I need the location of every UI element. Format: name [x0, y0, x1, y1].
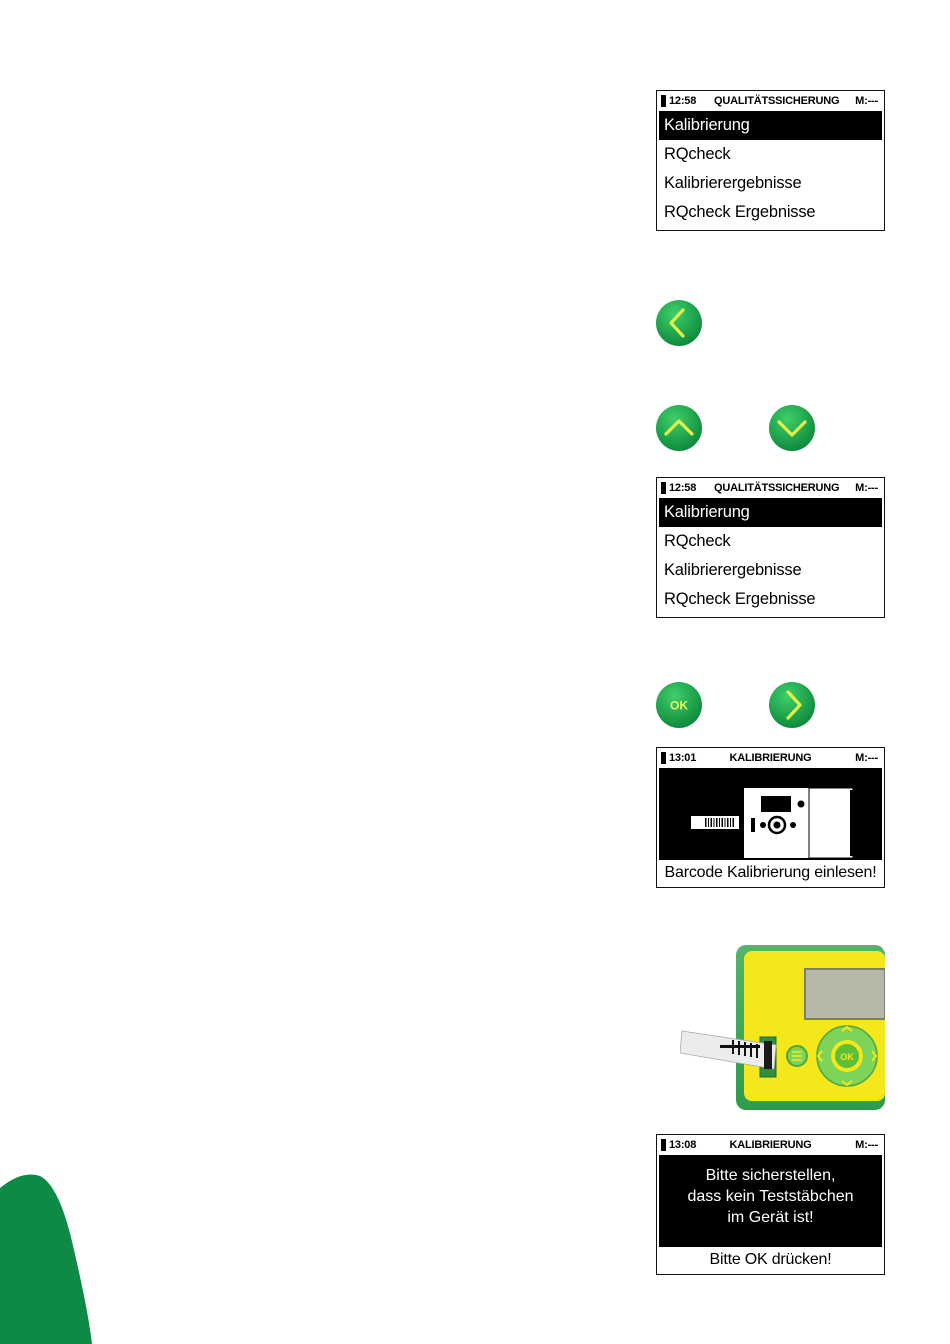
device-screen-calibration-barcode [656, 747, 885, 888]
memory-indicator: M:--- [855, 1139, 878, 1151]
battery-icon [661, 95, 666, 107]
device-screen-quality-menu-2 [656, 477, 885, 618]
message-line-3: im Gerät ist! [727, 1209, 814, 1226]
ok-button[interactable] [655, 681, 703, 729]
status-bar [657, 748, 884, 768]
menu-item-kalibrierergebnisse[interactable]: Kalibrierergebnisse [664, 174, 802, 192]
battery-icon [661, 482, 666, 494]
screen-title: QUALITÄTSSICHERUNG [714, 482, 840, 494]
up-button[interactable] [655, 404, 703, 452]
menu-item-rqcheck[interactable]: RQcheck [664, 532, 731, 550]
status-time: 12:58 [669, 95, 697, 107]
screen-title: QUALITÄTSSICHERUNG [714, 95, 840, 107]
quality-menu [657, 498, 884, 614]
screen-title: KALIBRIERUNG [729, 752, 812, 764]
status-bar [657, 1135, 884, 1155]
status-bar [657, 478, 884, 498]
message-line-2: dass kein Teststäbchen [687, 1188, 854, 1205]
corner-decoration [0, 1170, 100, 1344]
message-panel [659, 1155, 882, 1247]
device-screen-quality-menu [656, 90, 885, 231]
svg-text:OK: OK [840, 1052, 854, 1062]
device-strip-insertion-illustration [680, 945, 885, 1110]
menu-item-rqcheck[interactable]: RQcheck [664, 145, 731, 163]
menu-item-kalibrierung[interactable]: Kalibrierung [659, 498, 882, 527]
menu-item-rqcheck-ergebnisse[interactable]: RQcheck Ergebnisse [664, 590, 816, 608]
warning-message [659, 1155, 882, 1228]
status-time: 12:58 [669, 482, 697, 494]
memory-indicator: M:--- [855, 482, 878, 494]
menu-item-kalibrierergebnisse[interactable]: Kalibrierergebnisse [664, 561, 802, 579]
down-button[interactable] [768, 404, 816, 452]
menu-item-rqcheck-ergebnisse[interactable]: RQcheck Ergebnisse [664, 203, 816, 221]
menu-item-kalibrierung[interactable]: Kalibrierung [659, 111, 882, 140]
device-barcode-illustration [659, 768, 884, 860]
memory-indicator: M:--- [855, 95, 878, 107]
message-line-1: Bitte sicherstellen, [705, 1167, 836, 1184]
screen-title: KALIBRIERUNG [729, 1139, 812, 1151]
device-screen-calibration-check [656, 1134, 885, 1275]
screen-footer: Barcode Kalibrierung einlesen! [664, 864, 877, 881]
status-time: 13:08 [669, 1139, 697, 1151]
quality-menu [657, 111, 884, 227]
memory-indicator: M:--- [855, 752, 878, 764]
status-bar [657, 91, 884, 111]
forward-button[interactable] [768, 681, 816, 729]
screen-footer: Bitte OK drücken! [709, 1251, 832, 1268]
barcode-illustration-panel [659, 768, 882, 860]
ok-label: OK [670, 698, 688, 713]
back-button[interactable] [655, 299, 703, 347]
status-time: 13:01 [669, 752, 697, 764]
